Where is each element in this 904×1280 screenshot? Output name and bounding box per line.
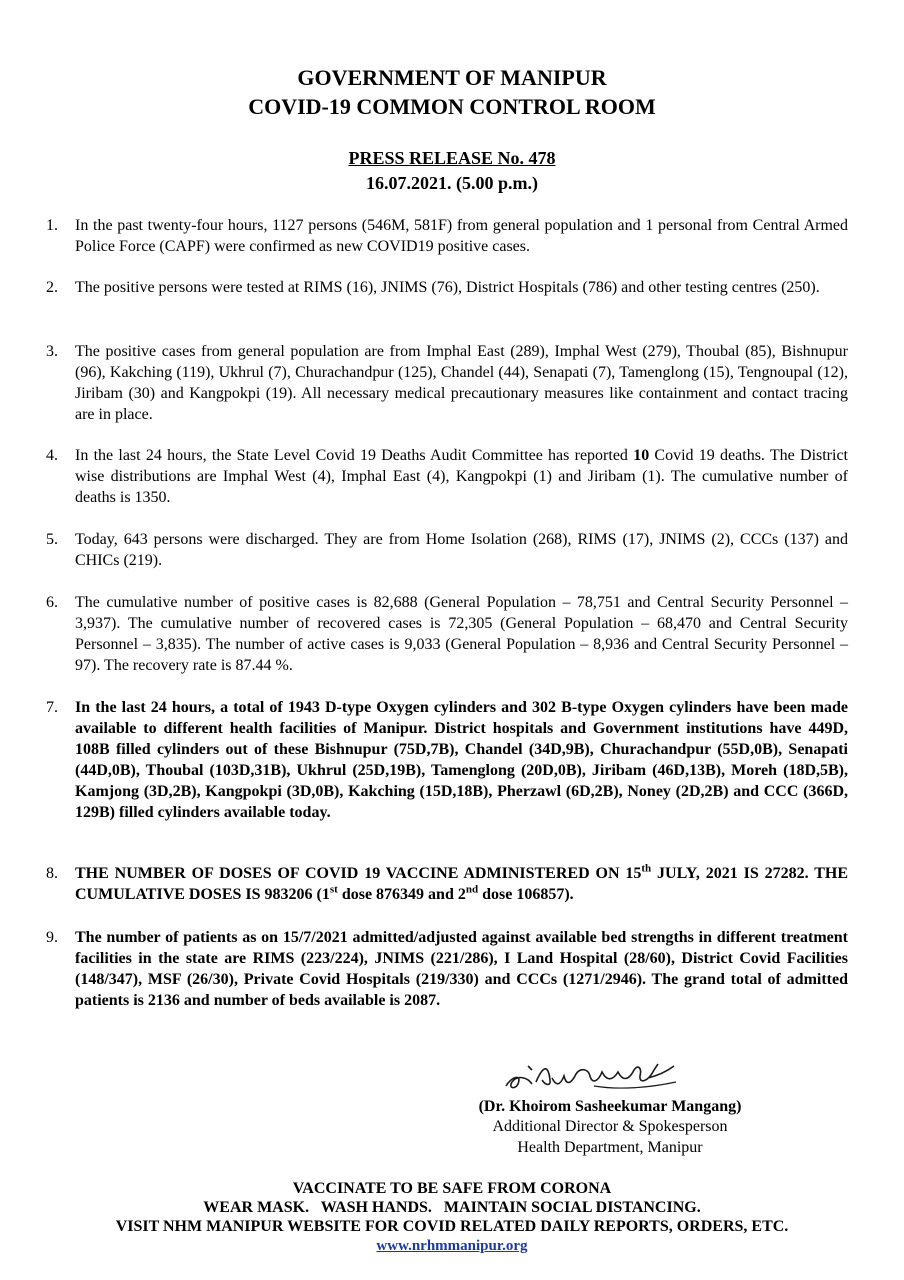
item-text-part: dose 106857). (478, 886, 574, 903)
item-text: The cumulative number of positive cases is 82,688 (General Population – 78,751 and Central Security Personnel – 3,937). The cumulative number of recovered cases is 72,305 (General Population – 68,470 and Central Security Personnel – 3,835). The number of active cases is 9,033 (General Population – 8,936 and Central Security Personnel – 97). The recovery rate is 87.44 %. (75, 594, 848, 674)
list-item (46, 863, 848, 905)
item-text-part: In the last 24 hours, the State Level Covid 19 Deaths Audit Committee has reported (75, 447, 634, 464)
ordinal-suffix: st (329, 883, 338, 896)
list-item (46, 445, 848, 508)
item-number: 5. (46, 531, 58, 548)
handwritten-signature (498, 1056, 688, 1096)
item-number: 7. (46, 699, 58, 716)
list-item (46, 277, 848, 298)
list-item (46, 529, 848, 571)
item-number: 2. (46, 279, 58, 296)
item-text: In the last 24 hours, a total of 1943 D-type Oxygen cylinders and 302 B-type Oxygen cylinders have been made available to different health facilities of Manipur. District hospitals and Government institutions have 449D, 108B filled cylinders out of these Bishnupur (75D,7B), Chandel (34D,9B), Churachandpur (55D,0B), Senapati (44D,0B), Thoubal (103D,31B), Ukhrul (25D,19B), Tamenglong (20D,0B), Jiribam (46D,13B), Moreh (18D,5B), Kamjong (3D,2B), Kangpokpi (3D,0B), Kakching (15D,18B), Pherzawl (6D,2B), Noney (2D,2B) and CCC (366D, 129B) filled cylinders available today. (75, 699, 848, 821)
item-text (75, 863, 848, 905)
list-item (46, 215, 848, 257)
release-datetime: 16.07.2021. (5.00 p.m.) (366, 173, 538, 193)
item-text: The positive cases from general population are from Imphal East (289), Imphal West (279), Thoubal (85), Bishnupur (96), Kakching (119), Ukhrul (7), Churachandpur (125), Chandel (44), Senapati (7), Tamenglong (15), Tengnoupal (12), Jiribam (30) and Kangpokpi (19). All necessary medical precautionary measures like containment and contact tracing are in place. (75, 343, 848, 423)
item-number: 8. (46, 865, 58, 882)
death-count: 10 (633, 447, 650, 464)
footer-link-row (0, 1236, 904, 1256)
item-number: 6. (46, 594, 58, 611)
list-item (46, 341, 848, 425)
item-text: Today, 643 persons were discharged. They are from Home Isolation (268), RIMS (17), JNIMS (2), CCCs (137) and CHICs (219). (75, 531, 848, 569)
website-link[interactable]: www.nrhmmanipur.org (376, 1238, 528, 1254)
item-number: 4. (46, 447, 58, 464)
item-text: In the past twenty-four hours, 1127 persons (546M, 581F) from general population and 1 personal from Central Armed Police Force (CAPF) were confirmed as new COVID19 positive cases. (75, 217, 848, 255)
item-text-part: THE NUMBER OF DOSES OF COVID 19 VACCINE ADMINISTERED ON 15 (75, 865, 642, 882)
list-item (46, 697, 848, 823)
item-text-part: dose 876349 and 2 (337, 886, 466, 903)
footer-precautions: WEAR MASK. WASH HANDS. MAINTAIN SOCIAL DISTANCING. (203, 1199, 701, 1216)
control-room-title: COVID-19 COMMON CONTROL ROOM (248, 94, 656, 119)
signatory-designation: Additional Director & Spokesperson (492, 1118, 728, 1135)
signatory-name: (Dr. Khoirom Sasheekumar Mangang) (478, 1098, 742, 1115)
press-release-number: PRESS RELEASE No. 478 (348, 148, 556, 168)
item-text (75, 445, 848, 508)
list-item (46, 592, 848, 676)
ordinal-suffix: th (641, 862, 652, 875)
item-text: The positive persons were tested at RIMS (16), JNIMS (76), District Hospitals (786) and other testing centres (250). (75, 279, 820, 296)
item-number: 1. (46, 217, 58, 234)
footer-visit-notice: VISIT NHM MANIPUR WEBSITE FOR COVID RELATED DAILY REPORTS, ORDERS, ETC. (115, 1218, 789, 1235)
item-text-part: Covid 19 deaths. The District wise distributions are Imphal West (4), Imphal East (4), Kangpokpi (1) and Jiribam (1). The cumulative number of deaths is 1350. (75, 447, 849, 506)
item-number: 3. (46, 343, 58, 360)
item-text-part: JULY, 2021 IS 27282. THE CUMULATIVE DOSES IS 983206 (1 (75, 865, 848, 903)
footer-vaccinate: VACCINATE TO BE SAFE FROM CORONA (292, 1180, 612, 1197)
government-title: GOVERNMENT OF MANIPUR (297, 65, 607, 90)
signatory-department: Health Department, Manipur (517, 1139, 703, 1156)
item-text: The number of patients as on 15/7/2021 admitted/adjusted against available bed strengths in different treatment facilities in the state are RIMS (223/224), JNIMS (221/286), I Land Hospital (28/60), District Covid Facilities (148/347), MSF (26/30), Private Covid Hospitals (219/330) and CCCs (1271/2946). The grand total of admitted patients is 2136 and number of beds available is 2087. (75, 929, 848, 1009)
ordinal-suffix: nd (465, 883, 479, 896)
list-item (46, 927, 848, 1011)
item-number: 9. (46, 929, 58, 946)
